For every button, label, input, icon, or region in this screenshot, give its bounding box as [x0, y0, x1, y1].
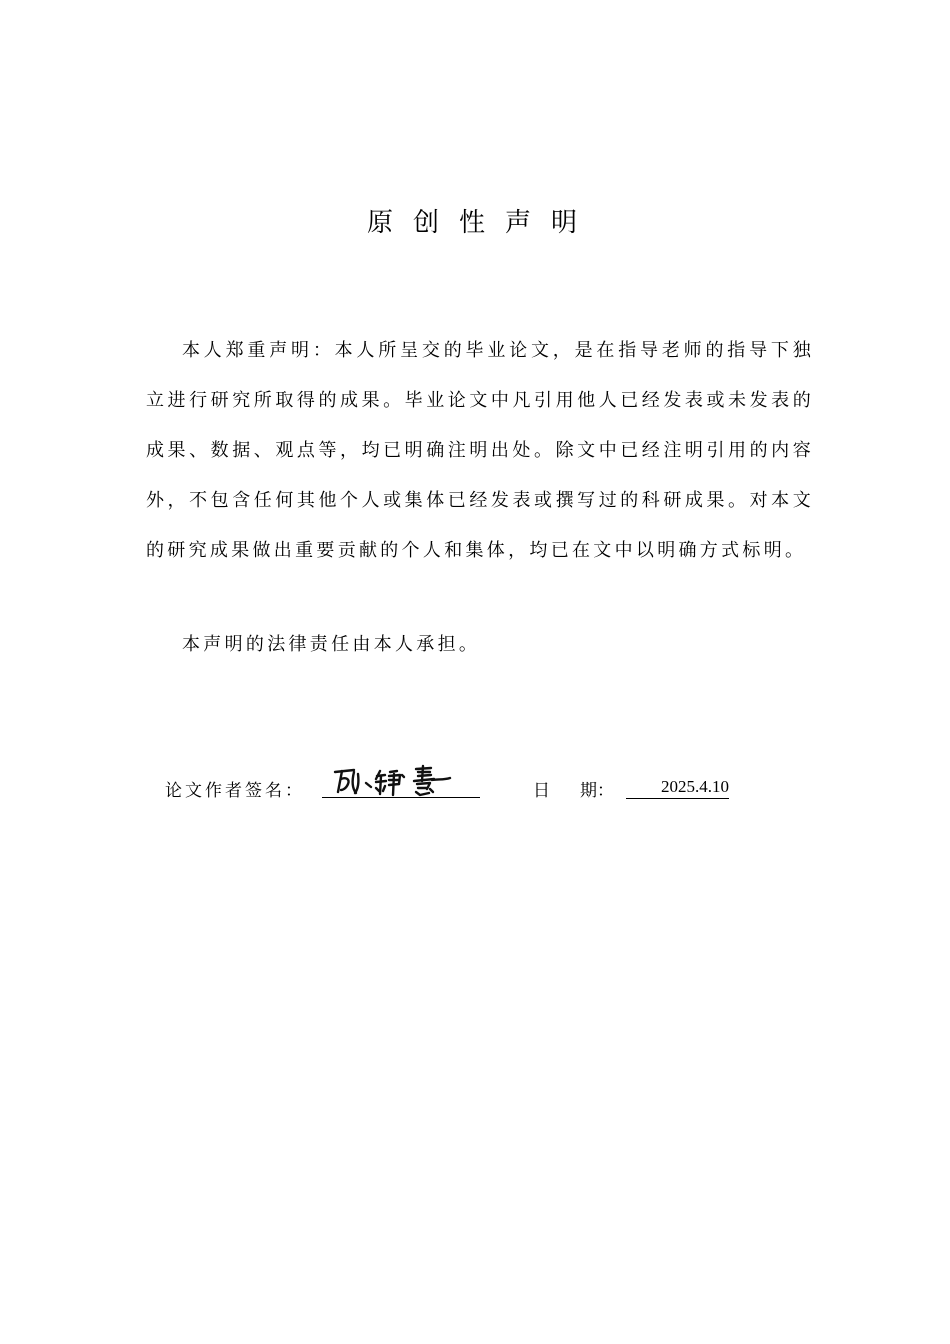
signature-row [165, 768, 805, 808]
date-label-period: 期： [580, 781, 614, 801]
signature-label: 论文作者签名： [165, 781, 305, 801]
date-value: 2025.4.10 [626, 777, 729, 799]
declaration-paragraph-2: 本声明的法律责任由本人承担。 [182, 634, 481, 655]
date-label [533, 776, 614, 801]
declaration-paragraph-1: 本人郑重声明：本人所呈交的毕业论文，是在指导老师的指导下独立进行研究所取得的成果。毕业论文中凡引用他人已经发表或未发表的成果、数据、观点等，均已明确注明出处。除文中已经注明引用的内容外，不包含任何其他个人或集体已经发表或撰写过的科研成果。对本文的研究成果做出重要贡献的个人和集体，均已在文中以明确方式标明。 [146, 340, 814, 561]
page-title: 原创性声明 [366, 208, 597, 238]
handwritten-signature [332, 762, 462, 800]
date-label-day: 日 [533, 781, 550, 801]
